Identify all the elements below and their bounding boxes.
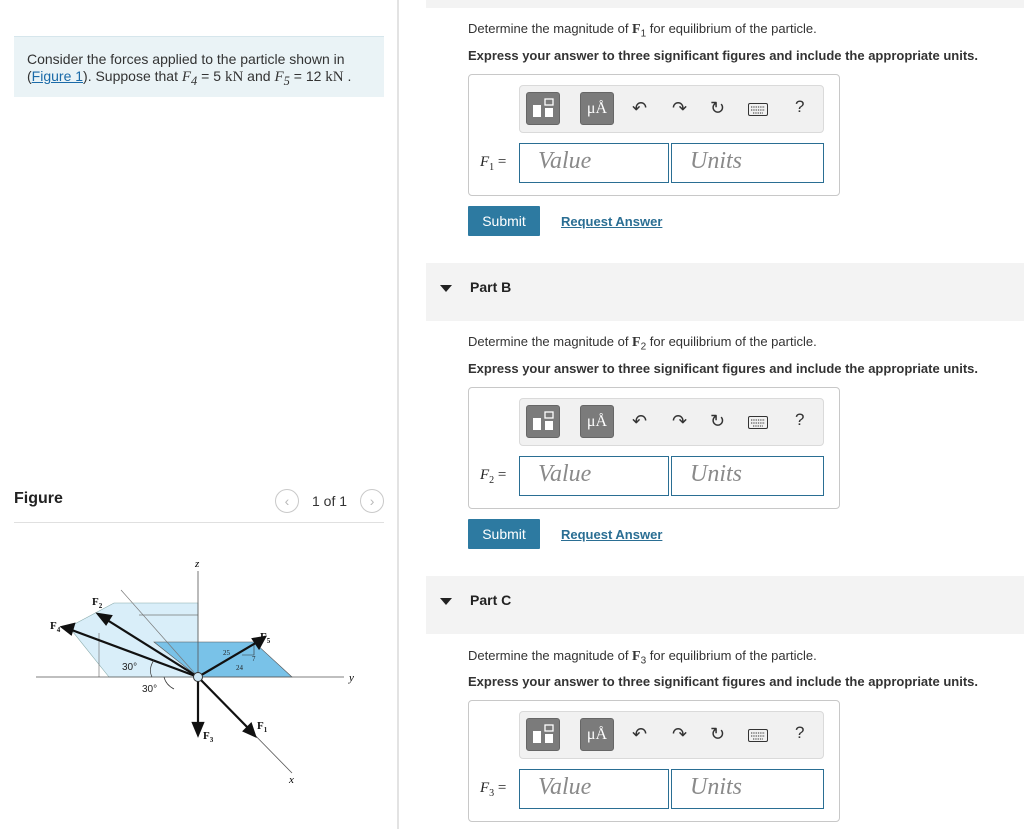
problem-statement — [14, 36, 384, 97]
figure-title: Figure — [14, 490, 63, 507]
figure-link[interactable]: Figure 1 — [31, 68, 84, 84]
units-input[interactable]: Units — [671, 456, 824, 496]
submit-button[interactable]: Submit — [468, 519, 540, 549]
f4-value: 5 — [213, 68, 222, 84]
undo-icon[interactable]: ↶ — [632, 98, 648, 118]
part-c-header[interactable] — [426, 576, 1024, 634]
request-answer-link[interactable]: Request Answer — [561, 527, 663, 542]
part-c-answer-box — [468, 700, 840, 822]
redo-icon[interactable]: ↷ — [672, 411, 688, 431]
f4-unit: kN — [224, 69, 244, 85]
part-a-prompt: Determine the magnitude of $F_1$ for equilibrium of the particle. — [468, 21, 817, 40]
units-button[interactable]: μÅ — [580, 718, 614, 751]
units-button[interactable]: μÅ — [580, 405, 614, 438]
reset-icon[interactable]: ↻ — [710, 411, 726, 431]
units-input[interactable]: Units — [671, 769, 824, 809]
value-input[interactable]: Value — [519, 143, 669, 183]
value-input[interactable]: Value — [519, 769, 669, 809]
right-panel — [399, 0, 1024, 829]
eq: = — [197, 68, 214, 84]
keyboard-icon[interactable] — [748, 726, 768, 746]
part-a-answer-box — [468, 74, 840, 196]
reset-icon[interactable]: ↻ — [710, 98, 726, 118]
part-b-title: Part B — [470, 279, 512, 295]
f5-label: $F_5$ — [260, 631, 271, 645]
part-b-prompt: Determine the magnitude of $F_2$ for equilibrium of the particle. — [468, 334, 817, 353]
f1-label: $F_1$ — [257, 720, 268, 734]
math-toolbar — [519, 398, 824, 446]
chevron-right-icon[interactable]: › — [360, 489, 384, 513]
undo-icon[interactable]: ↶ — [632, 724, 648, 744]
f3-head — [193, 723, 203, 735]
f2-label: $F_2$ — [92, 596, 103, 610]
undo-icon[interactable]: ↶ — [632, 411, 648, 431]
f5-unit: kN — [325, 69, 344, 85]
figure-divider — [14, 522, 384, 523]
units-input[interactable]: Units — [671, 143, 824, 183]
f5-value: 12 — [305, 68, 322, 84]
math-toolbar — [519, 711, 824, 759]
f4-head — [62, 624, 74, 634]
left-panel — [0, 0, 398, 829]
angle-30-lower: 30° — [142, 684, 158, 695]
template-icon[interactable] — [526, 92, 560, 125]
keyboard-icon[interactable] — [748, 100, 768, 120]
angle-30-upper: 30° — [122, 662, 138, 673]
request-answer-link[interactable]: Request Answer — [561, 214, 663, 229]
slope-7: 7 — [252, 655, 256, 663]
f3-label: $F_3$ — [203, 730, 214, 744]
y-label: y — [349, 672, 354, 684]
part-a-header — [426, 0, 1024, 8]
figure-pager — [275, 489, 384, 513]
redo-icon[interactable]: ↷ — [672, 724, 688, 744]
help-button[interactable]: ? — [795, 97, 805, 116]
template-icon[interactable] — [526, 718, 560, 751]
collapse-icon[interactable] — [440, 285, 452, 292]
and: and — [243, 68, 275, 84]
f1-arrow — [198, 677, 250, 730]
force-diagram — [14, 545, 384, 795]
particle — [194, 673, 203, 682]
part-b-instruction: Express your answer to three significant figures and include the appropriate units. — [468, 361, 978, 376]
chevron-left-icon[interactable]: ‹ — [275, 489, 299, 513]
answer-label: $F_3$ = — [480, 780, 507, 799]
z-label: z — [195, 558, 200, 570]
part-c-prompt: Determine the magnitude of $F_3$ for equilibrium of the particle. — [468, 648, 817, 667]
help-button[interactable]: ? — [795, 410, 805, 429]
template-icon[interactable] — [526, 405, 560, 438]
keyboard-icon[interactable] — [748, 413, 768, 433]
problem-text-2: ). Suppose that — [83, 68, 182, 84]
eq2: = — [289, 68, 306, 84]
redo-icon[interactable]: ↷ — [672, 98, 688, 118]
submit-button[interactable]: Submit — [468, 206, 540, 236]
f5-symbol: $F_5$ — [274, 69, 290, 88]
angle-arc-2 — [164, 677, 174, 689]
collapse-icon[interactable] — [440, 598, 452, 605]
units-button[interactable]: μÅ — [580, 92, 614, 125]
part-b-header[interactable] — [426, 263, 1024, 321]
value-input[interactable]: Value — [519, 456, 669, 496]
problem-text: Consider the forces applied to the particle shown in — [27, 51, 345, 67]
x-label: x — [289, 774, 294, 786]
paren: ( — [27, 68, 32, 84]
f4-symbol: $F_4$ — [181, 69, 198, 88]
answer-label: $F_1$ = — [480, 154, 507, 173]
answer-label: $F_2$ = — [480, 467, 507, 486]
math-toolbar — [519, 85, 824, 133]
reset-icon[interactable]: ↻ — [710, 724, 726, 744]
f4-label: $F_4$ — [50, 620, 61, 634]
part-c-title: Part C — [470, 592, 512, 608]
period: . — [343, 68, 352, 84]
page-counter: 1 of 1 — [312, 493, 348, 509]
slope-24: 24 — [236, 664, 243, 672]
part-a-instruction: Express your answer to three significant figures and include the appropriate units. — [468, 48, 978, 63]
slope-25: 25 — [223, 649, 230, 657]
part-c-instruction: Express your answer to three significant figures and include the appropriate units. — [468, 674, 978, 689]
part-b-answer-box — [468, 387, 840, 509]
help-button[interactable]: ? — [795, 723, 805, 742]
